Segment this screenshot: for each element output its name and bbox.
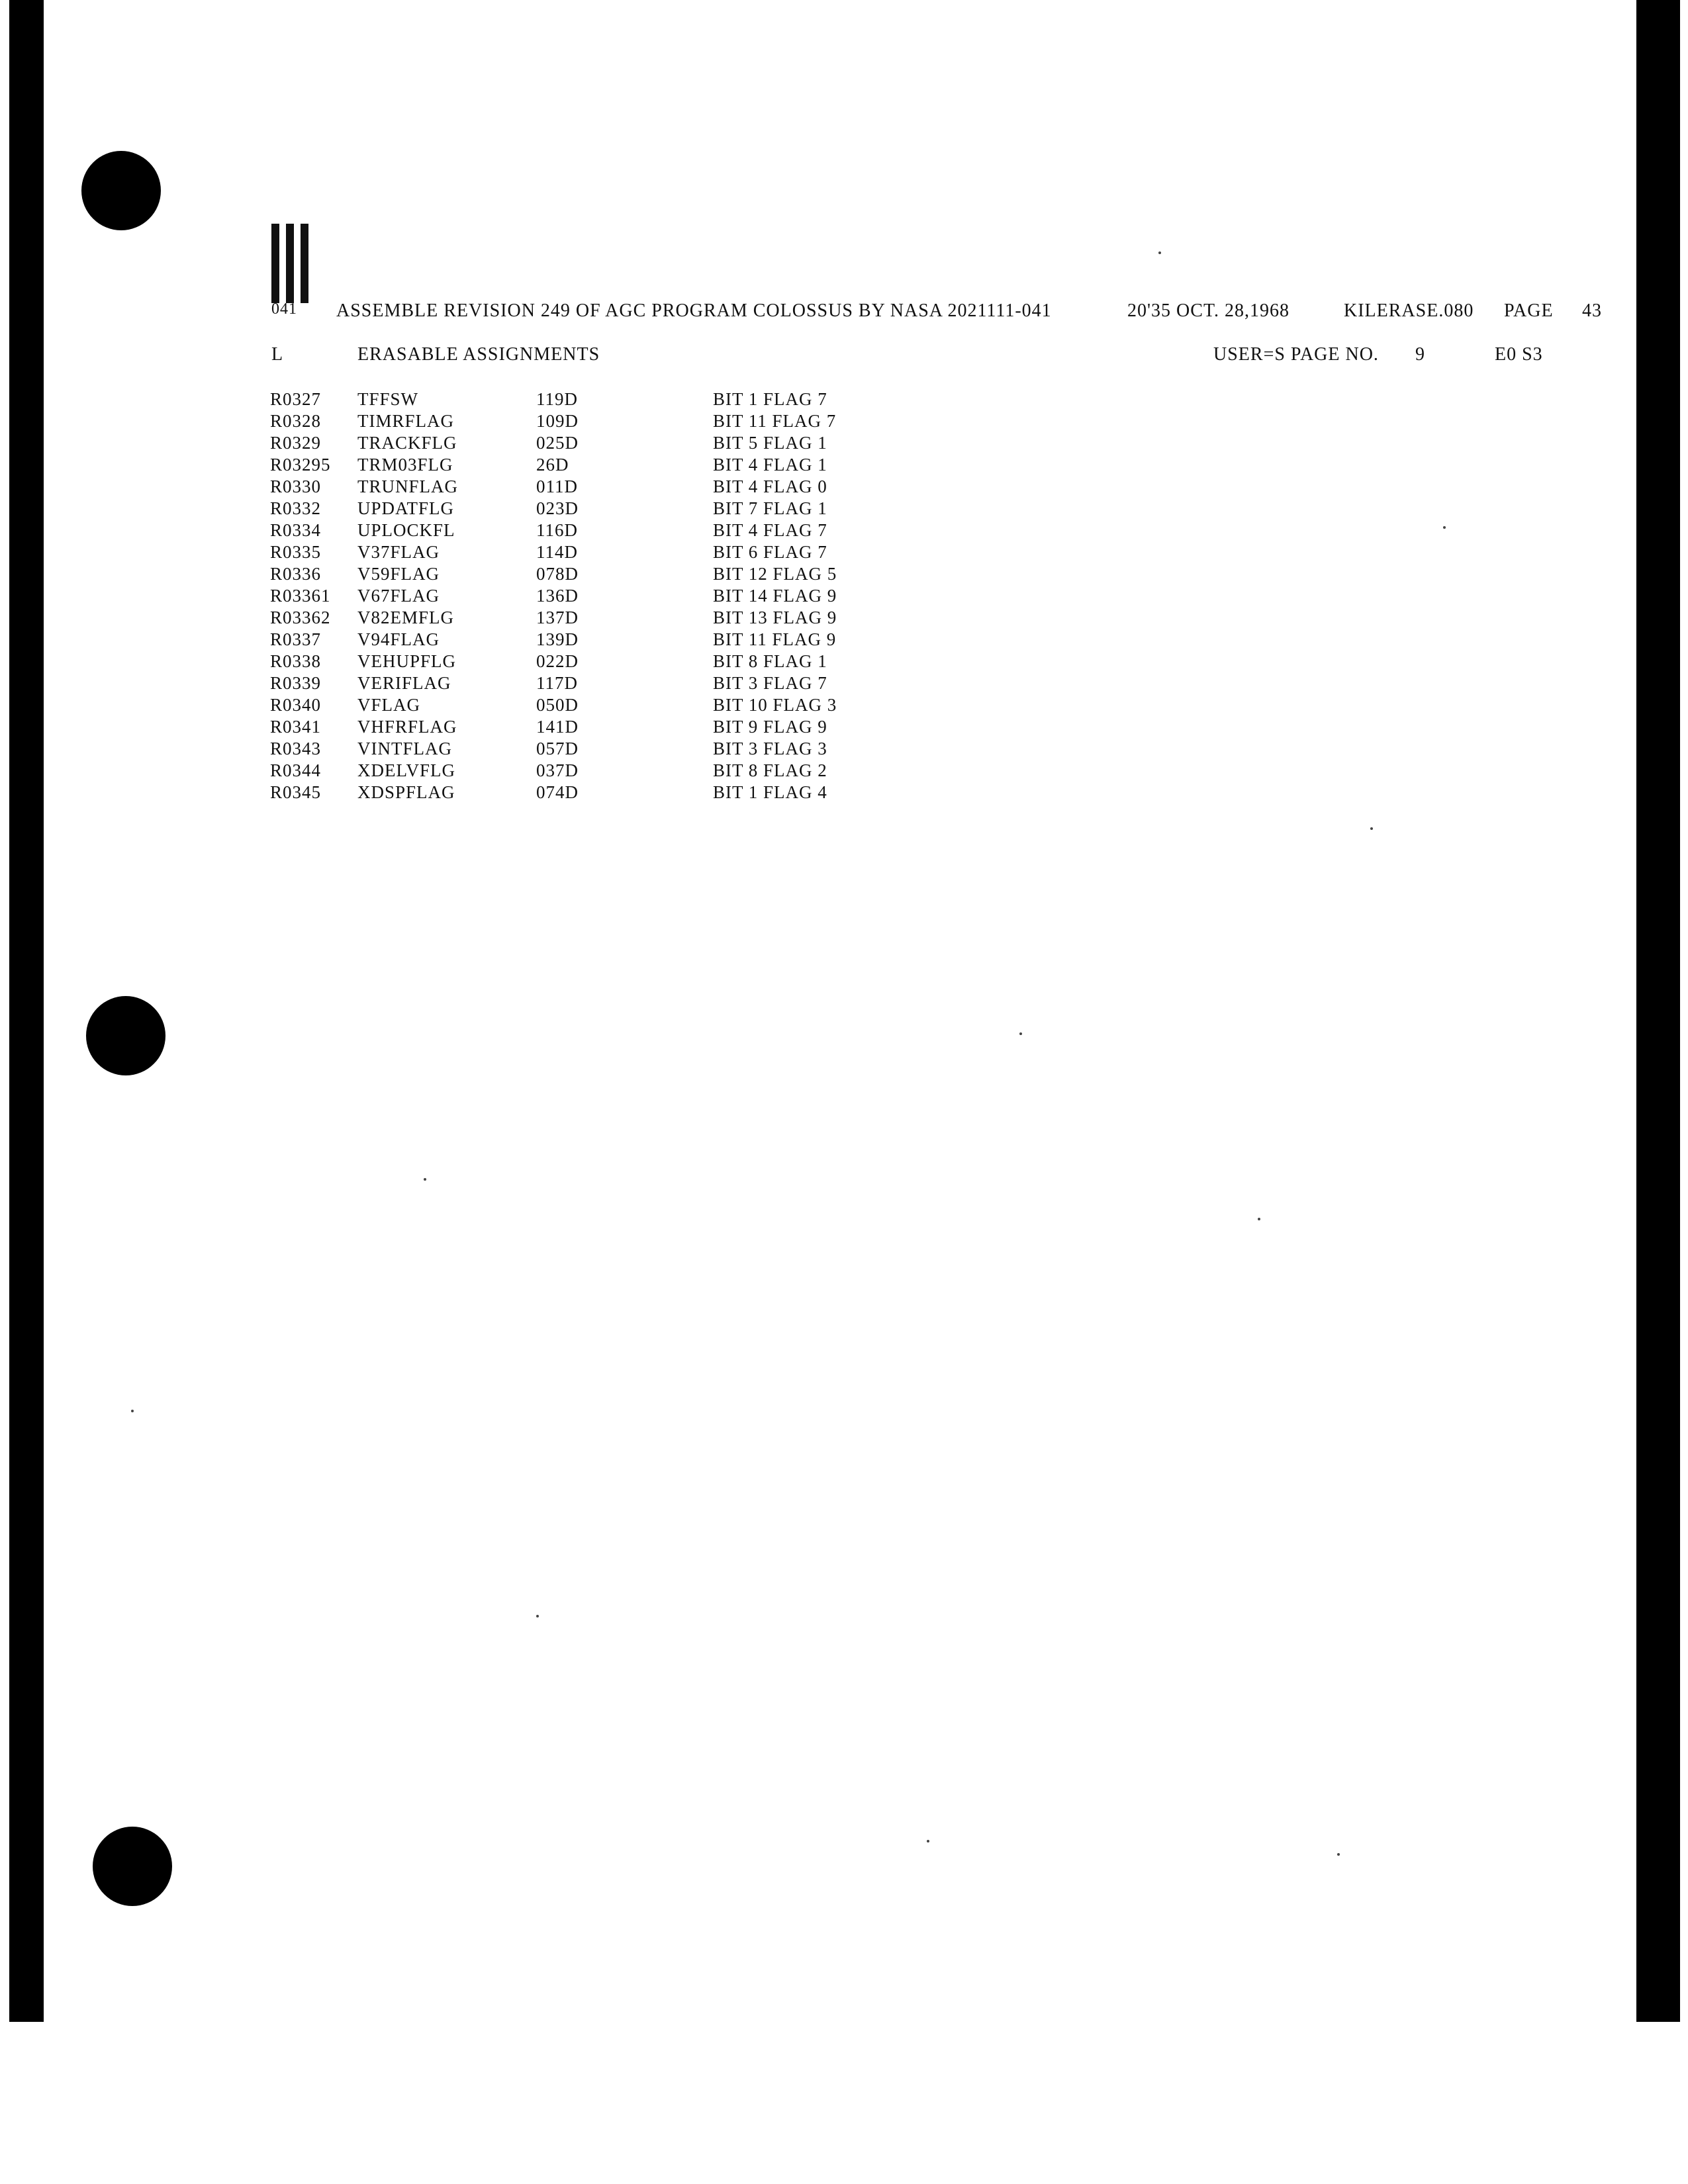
table-row	[0, 477, 927, 498]
scan-speck	[131, 1410, 134, 1412]
table-row	[0, 455, 927, 477]
row-address: 023D	[536, 498, 579, 518]
row-name: UPLOCKFL	[357, 520, 455, 540]
row-id: R0338	[270, 651, 322, 671]
table-row	[0, 760, 927, 782]
row-name: XDSPFLAG	[357, 782, 455, 802]
row-address: 022D	[536, 651, 579, 671]
row-bit-flag: BIT 12 FLAG 5	[713, 564, 837, 584]
row-name: TRACKFLG	[357, 433, 457, 453]
row-address: 078D	[536, 564, 579, 584]
row-name: XDELVFLG	[357, 760, 456, 780]
row-id: R03361	[270, 586, 331, 606]
row-name: TRM03FLG	[357, 455, 453, 475]
punch-hole-bottom	[93, 1827, 172, 1906]
row-name: TFFSW	[357, 389, 419, 409]
row-name: V94FLAG	[357, 629, 440, 649]
row-bit-flag: BIT 1 FLAG 7	[713, 389, 827, 409]
table-row	[0, 629, 927, 651]
row-address: 137D	[536, 608, 579, 627]
row-bit-flag: BIT 8 FLAG 1	[713, 651, 827, 671]
row-name: VHFRFLAG	[357, 717, 457, 737]
binder-marks	[271, 224, 312, 303]
row-name: VEHUPFLG	[357, 651, 457, 671]
row-bit-flag: BIT 8 FLAG 2	[713, 760, 827, 780]
row-name: V67FLAG	[357, 586, 440, 606]
row-bit-flag: BIT 4 FLAG 0	[713, 477, 827, 496]
scan-speck	[536, 1615, 539, 1617]
row-bit-flag: BIT 9 FLAG 9	[713, 717, 827, 737]
table-row	[0, 739, 927, 760]
scan-speck	[1370, 827, 1373, 830]
table-row	[0, 564, 927, 586]
table-row	[0, 433, 927, 455]
table-row	[0, 498, 927, 520]
row-id: R0336	[270, 564, 322, 584]
header-timestamp: 20'35 OCT. 28,1968	[1127, 300, 1289, 321]
row-address: 050D	[536, 695, 579, 715]
header-title: ASSEMBLE REVISION 249 OF AGC PROGRAM COLOSSUS BY NASA 2021111-041	[336, 300, 1052, 321]
row-address: 057D	[536, 739, 579, 758]
table-row	[0, 673, 927, 695]
punch-hole-middle	[86, 996, 165, 1075]
subheader-code: E0 S3	[1495, 344, 1543, 365]
row-id: R0334	[270, 520, 322, 540]
row-address: 117D	[536, 673, 578, 693]
row-id: R0343	[270, 739, 322, 758]
scan-speck	[1443, 526, 1446, 529]
scan-speck	[1258, 1218, 1260, 1220]
row-bit-flag: BIT 4 FLAG 1	[713, 455, 827, 475]
row-bit-flag: BIT 11 FLAG 7	[713, 411, 837, 431]
row-address: 141D	[536, 717, 579, 737]
table-row	[0, 542, 927, 564]
row-bit-flag: BIT 5 FLAG 1	[713, 433, 827, 453]
row-name: UPDATFLG	[357, 498, 455, 518]
section-title: ERASABLE ASSIGNMENTS	[357, 344, 600, 365]
table-row	[0, 389, 927, 411]
punch-hole-top	[81, 151, 161, 230]
row-id: R03295	[270, 455, 331, 475]
row-id: R0327	[270, 389, 322, 409]
users-page-label: USER=S PAGE NO.	[1213, 344, 1379, 365]
row-name: TIMRFLAG	[357, 411, 455, 431]
row-id: R0340	[270, 695, 322, 715]
scan-speck	[424, 1178, 426, 1181]
header-file: KILERASE.080	[1344, 300, 1474, 321]
row-bit-flag: BIT 1 FLAG 4	[713, 782, 827, 802]
table-row	[0, 520, 927, 542]
row-id: R0329	[270, 433, 322, 453]
scan-edge-left	[9, 0, 44, 2022]
row-address: 119D	[536, 389, 578, 409]
row-address: 037D	[536, 760, 579, 780]
table-row	[0, 586, 927, 608]
row-id: R0339	[270, 673, 322, 693]
row-name: VERIFLAG	[357, 673, 451, 693]
row-id: R0341	[270, 717, 322, 737]
scan-speck	[1019, 1032, 1022, 1035]
row-bit-flag: BIT 13 FLAG 9	[713, 608, 837, 627]
row-bit-flag: BIT 3 FLAG 7	[713, 673, 827, 693]
page-bottom-margin	[0, 2022, 1688, 2184]
header-page-number: 43	[1582, 300, 1602, 321]
row-id: R0330	[270, 477, 322, 496]
row-address: 139D	[536, 629, 579, 649]
row-id: R0332	[270, 498, 322, 518]
row-address: 074D	[536, 782, 579, 802]
row-name: V82EMFLG	[357, 608, 455, 627]
row-id: R0337	[270, 629, 322, 649]
row-bit-flag: BIT 10 FLAG 3	[713, 695, 837, 715]
table-row	[0, 717, 927, 739]
scan-edge-right	[1636, 0, 1680, 2022]
users-page-number: 9	[1415, 344, 1425, 365]
row-address: 114D	[536, 542, 578, 562]
table-row	[0, 782, 927, 804]
row-name: TRUNFLAG	[357, 477, 459, 496]
row-bit-flag: BIT 3 FLAG 3	[713, 739, 827, 758]
header-page-label: PAGE	[1504, 300, 1554, 321]
row-bit-flag: BIT 4 FLAG 7	[713, 520, 827, 540]
row-address: 025D	[536, 433, 579, 453]
table-row	[0, 608, 927, 629]
row-bit-flag: BIT 6 FLAG 7	[713, 542, 827, 562]
table-row	[0, 411, 927, 433]
header-mark: 041	[271, 300, 297, 318]
row-id: R0328	[270, 411, 322, 431]
row-id: R0335	[270, 542, 322, 562]
row-bit-flag: BIT 14 FLAG 9	[713, 586, 837, 606]
row-name: V37FLAG	[357, 542, 440, 562]
row-name: VINTFLAG	[357, 739, 452, 758]
row-address: 109D	[536, 411, 579, 431]
row-id: R0345	[270, 782, 322, 802]
row-address: 26D	[536, 455, 569, 475]
row-bit-flag: BIT 11 FLAG 9	[713, 629, 837, 649]
row-name: VFLAG	[357, 695, 421, 715]
scan-speck	[1337, 1853, 1340, 1856]
row-bit-flag: BIT 7 FLAG 1	[713, 498, 827, 518]
row-id: R0344	[270, 760, 322, 780]
subheader-level: L	[271, 344, 284, 365]
scan-speck	[927, 1840, 929, 1843]
row-address: 011D	[536, 477, 578, 496]
row-name: V59FLAG	[357, 564, 440, 584]
row-address: 116D	[536, 520, 578, 540]
row-id: R03362	[270, 608, 331, 627]
scan-speck	[1158, 251, 1161, 254]
table-row	[0, 651, 927, 673]
table-row	[0, 695, 927, 717]
row-address: 136D	[536, 586, 579, 606]
